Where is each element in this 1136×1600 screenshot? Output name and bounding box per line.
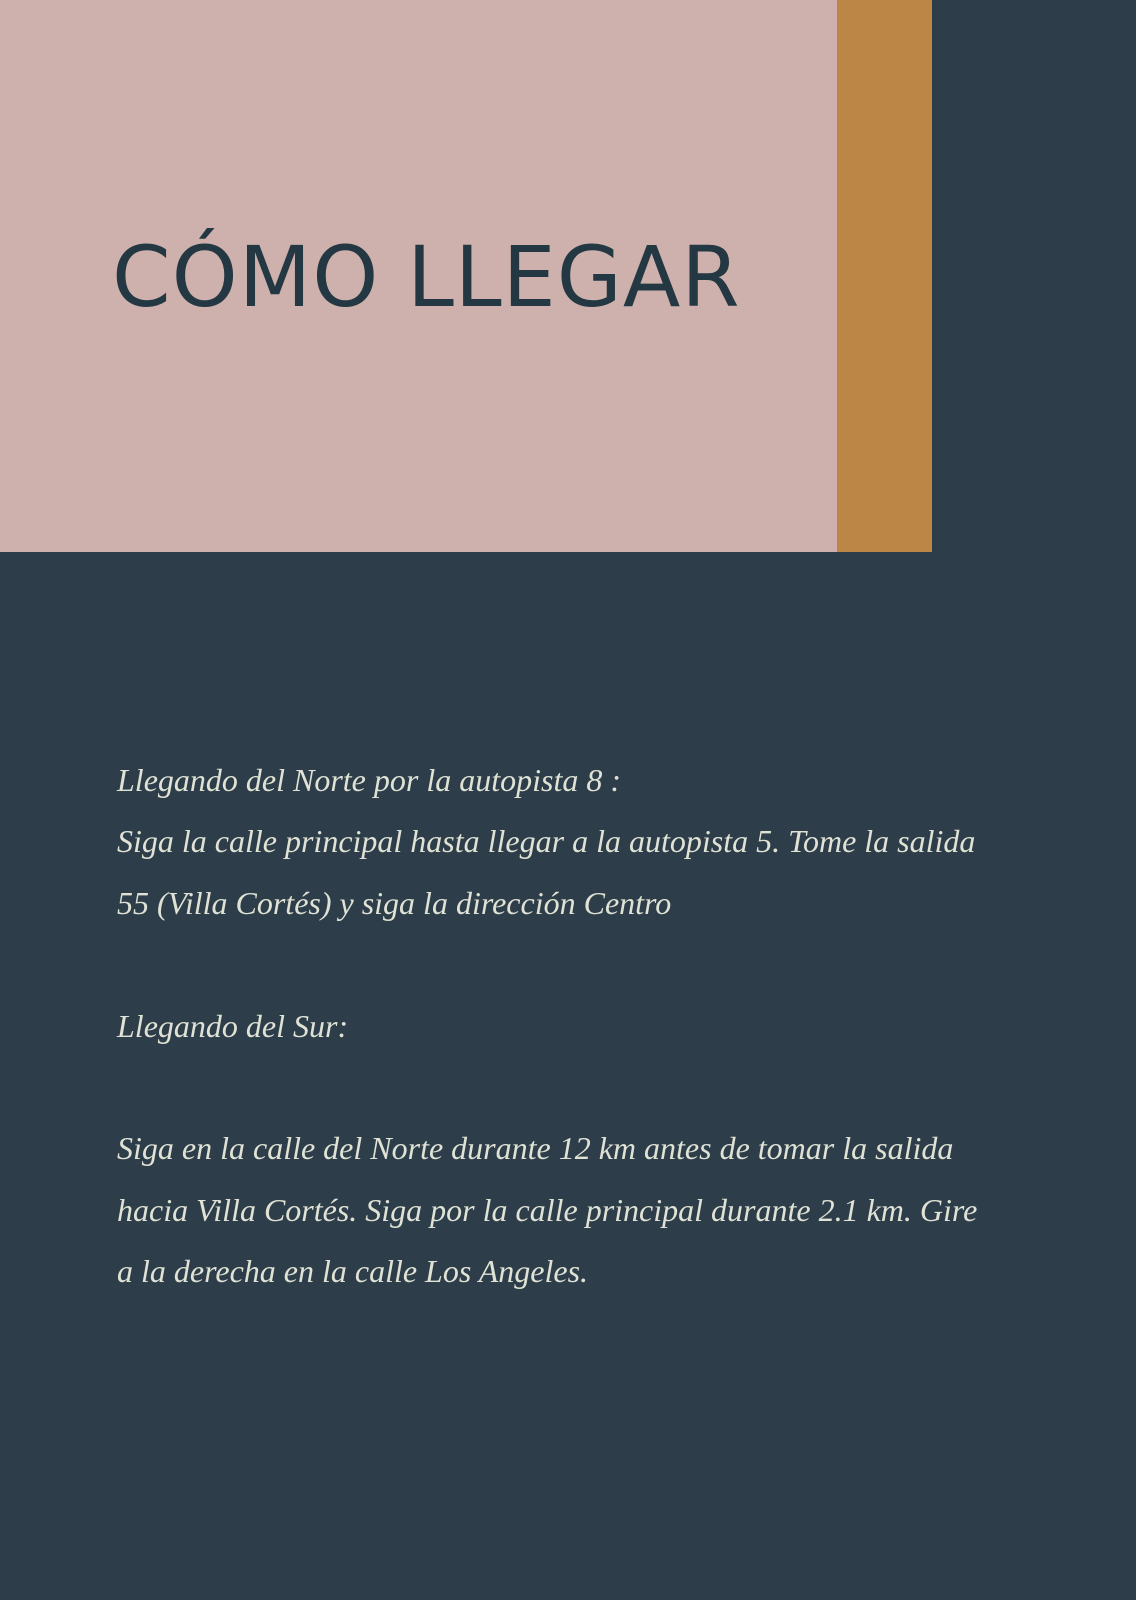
north-heading: Llegando del Norte por la autopista 8 : — [117, 762, 621, 798]
paragraph-spacer — [117, 1057, 1047, 1118]
south-line-2: hacia Villa Cortés. Siga por la calle principal durante 2.1 km. Gire — [117, 1191, 978, 1228]
accent-bar — [837, 0, 932, 552]
south-line-1: Siga en la calle del Norte durante 12 km antes de tomar la salida — [117, 1130, 954, 1167]
south-line-3: a la derecha en la calle Los Angeles. — [117, 1253, 589, 1290]
north-line-1: Siga la calle principal hasta llegar a la autopista 5. Tome la salida — [117, 823, 976, 860]
header-block — [0, 0, 837, 552]
directions-text — [117, 750, 1047, 1303]
north-line-2: 55 (Villa Cortés) y siga la dirección Centro — [117, 884, 672, 921]
south-heading: Llegando del Sur: — [117, 1007, 349, 1044]
paragraph-spacer — [117, 934, 1047, 995]
page-title: CÓMO LLEGAR — [112, 228, 741, 326]
